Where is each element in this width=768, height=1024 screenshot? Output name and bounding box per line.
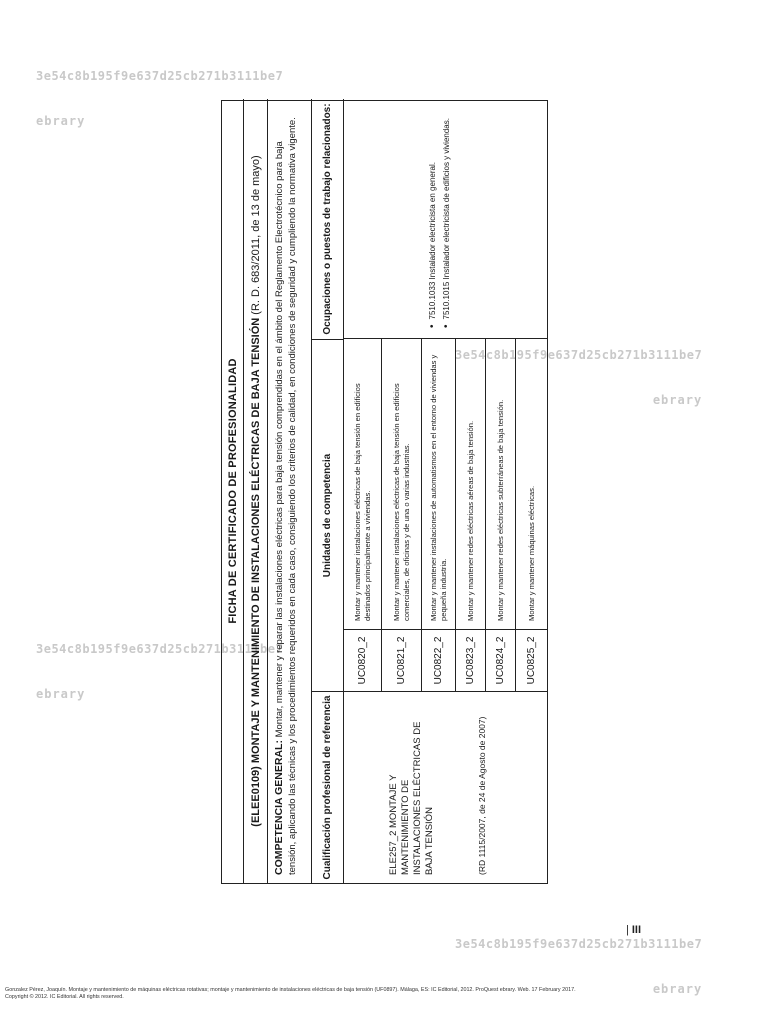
watermark-hash: 3e54c8b195f9e637d25cb271b3111be7	[36, 69, 284, 83]
header-occupations: Ocupaciones o puestos de trabajo relacionados:	[312, 99, 344, 339]
unit-code: UC0820_2	[344, 629, 381, 691]
watermark-ebrary: ebrary	[36, 114, 86, 128]
watermark-ebrary: ebrary	[652, 982, 703, 996]
unit-code: UC0821_2	[382, 629, 421, 691]
watermark-hash: 3e54c8b195f9e637d25cb271b3111be7	[455, 937, 703, 951]
unit-code: UC0825_2	[516, 629, 547, 691]
unit-description: Montar y mantener instalaciones de automatismos en el entorno de viviendas y pequeña industria.	[429, 354, 448, 621]
watermark-hash: 3e54c8b195f9e637d25cb271b3111be7	[455, 348, 703, 362]
citation-footer	[5, 987, 765, 1000]
header-qualification: Cualificación profesional de referencia	[312, 691, 344, 883]
occupation-item: • 7510.1015 Instalador electricista de edificios y viviendas.	[440, 100, 454, 328]
folio-number: III	[631, 924, 642, 936]
sheet-subtitle	[244, 99, 268, 883]
unit-code: UC0824_2	[486, 629, 515, 691]
units-list	[344, 339, 547, 691]
unit-code: UC0823_2	[456, 629, 485, 691]
certificate-table	[221, 100, 548, 884]
subtitle-code: (ELEE0109) MONTAJE Y MANTENIMIENTO DE INSTALACIONES ELÉCTRICAS DE BAJA TENSIÓN	[250, 317, 262, 827]
unit-row	[422, 339, 456, 691]
qualification-rd: (RD 1115/2007, de 24 de Agosto de 2007)	[477, 716, 487, 875]
unit-description: Montar y mantener instalaciones eléctricas de baja tensión en edificios comerciales, de oficinas y de una o varias industrias.	[392, 383, 411, 621]
qualification-name: ELE257_2 MONTAJE Y MANTENIMIENTO DE INSTALACIONES ELÉCTRICAS DE BAJA TENSIÓN	[388, 721, 435, 875]
certificate-sheet	[221, 100, 548, 884]
subtitle-rd: (R. D. 683/2011, de 13 de mayo)	[250, 155, 262, 318]
page-number	[626, 924, 641, 936]
unit-row	[456, 339, 486, 691]
competence-label: COMPETENCIA GENERAL:	[273, 740, 285, 875]
unit-description: Montar y mantener máquinas eléctricas.	[526, 485, 536, 621]
unit-row	[344, 339, 382, 691]
occupations-list	[426, 100, 454, 328]
watermark-hash: 3e54c8b195f9e637d25cb271b3111be7	[36, 642, 284, 656]
unit-row	[382, 339, 422, 691]
competence-text: Montar, mantener y reparar las instalaciones eléctricas para baja tensión comprendidas en el ámbito del Reglamento Electrotécnico para baja tensión, aplicando las técnicas y los procedimientos requeridos en cada caso, consiguiendo los criterios de calidad, en condiciones de seguridad y cumpliendo la normativa vigente.	[274, 117, 298, 875]
occupation-item: • 7510.1033 Instalador electricista en general.	[426, 100, 440, 328]
watermark-ebrary: ebrary	[36, 687, 86, 701]
header-units: Unidades de competencia	[312, 339, 344, 691]
citation-line: Gonzalez Pérez, Joaquín. Montaje y mantenimiento de máquinas eléctricas rotativas; montaje y mantenimiento de instalaciones eléctricas de baja tensión (UF0897). Málaga, ES: IC Editorial, 2012. ProQuest ebrary. Web. 17 February 2017.	[5, 987, 576, 993]
unit-description: Montar y mantener redes eléctricas subterráneas de baja tensión.	[495, 399, 505, 621]
folio-bar: |	[626, 924, 629, 936]
unit-row	[516, 339, 547, 691]
watermark-ebrary: ebrary	[652, 393, 703, 407]
unit-description: Montar y mantener redes eléctricas aéreas de baja tensión.	[465, 420, 475, 621]
occupations-cell	[344, 99, 547, 339]
unit-code: UC0822_2	[422, 629, 455, 691]
sheet-title: FICHA DE CERTIFICADO DE PROFESIONALIDAD	[222, 99, 244, 883]
unit-description: Montar y mantener instalaciones eléctricas de baja tensión en edificios destinados principalmente a viviendas.	[353, 383, 372, 621]
general-competence	[268, 99, 312, 883]
copyright-line: Copyright © 2012. IC Editorial. All rights reserved.	[5, 993, 124, 1000]
unit-row	[486, 339, 516, 691]
qualification-cell	[344, 691, 547, 883]
